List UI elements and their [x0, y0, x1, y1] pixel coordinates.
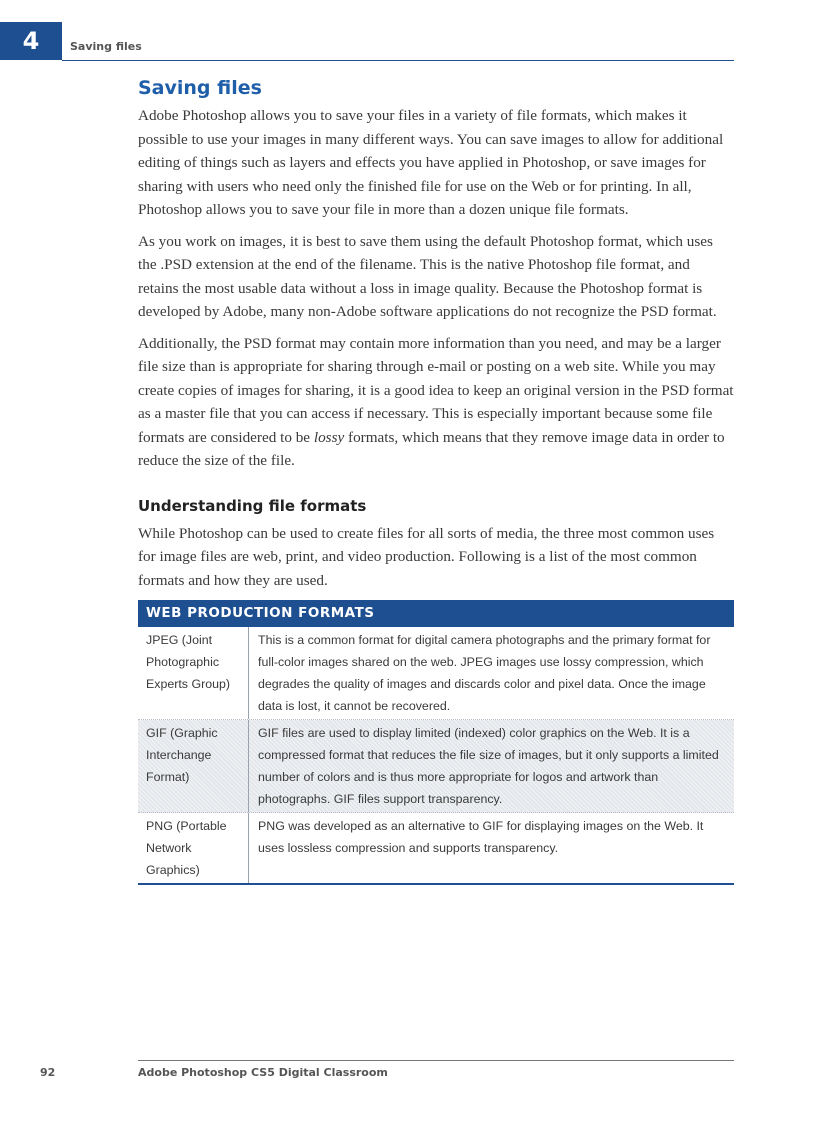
format-description: GIF files are used to display limited (indexed) color graphics on the Web. It is a compressed format that reduces the file size of images, but it only supports a limited number of colors and is thus more appropriate for logos and artwork than photographs. GIF files support transparency. [258, 726, 719, 806]
subsection-title: Understanding file formats [138, 496, 367, 515]
body-paragraph: Adobe Photoshop allows you to save your files in a variety of file formats, which makes it possible to use your images in many different ways. You can save images to allow for additional editing of things such as layers and effects you have applied in Photoshop, or save images for sharing with users who need only the finished file for use on the Web or for printing. In all, Photoshop allows you to save your file in more than a dozen unique file formats. [138, 107, 724, 218]
paragraph-text: Additionally, the PSD format may contain more information than you need, and may be a larger file size than is appropriate for sharing through e-mail or posting on a web site. While you may create copies of images for sharing, it is a good idea to keep an original version in the PSD format as a master file that you can access if necessary. This is especially important because some file formats are considered to be [138, 334, 734, 446]
body-paragraph [138, 332, 734, 473]
format-name: GIF (Graphic Interchange Format) [138, 720, 249, 812]
table-row [138, 720, 734, 813]
section-title: Saving files [138, 77, 262, 99]
footer-rule [138, 1060, 734, 1061]
table-row [138, 813, 734, 883]
emphasized-term: lossy [313, 428, 345, 446]
footer-book-title: Adobe Photoshop CS5 Digital Classroom [138, 1066, 388, 1079]
table-row [138, 627, 734, 720]
running-header-title: Saving files [70, 40, 142, 53]
subsection-intro: While Photoshop can be used to create files for all sorts of media, the three most common uses for image files are web, print, and video production. Following is a list of the most common formats and how they are used. [138, 524, 715, 589]
page-content [138, 75, 734, 885]
body-paragraph: As you work on images, it is best to save them using the default Photoshop format, which uses the .PSD extension at the end of the filename. This is the native Photoshop file format, and retains the most usable data without a loss in image quality. Because the Photoshop format is developed by Adobe, many non-Adobe software applications do not recognize the PSD format. [138, 232, 717, 320]
header-rule [62, 60, 734, 61]
web-formats-table [138, 600, 734, 885]
table-title: WEB PRODUCTION FORMATS [138, 600, 734, 627]
format-name: JPEG (Joint Photographic Experts Group) [138, 627, 249, 719]
format-description: PNG was developed as an alternative to GIF for displaying images on the Web. It uses lossless compression and supports transparency. [258, 819, 704, 855]
page-number: 92 [40, 1066, 56, 1079]
format-name: PNG (Portable Network Graphics) [138, 813, 249, 883]
chapter-number-tab: 4 [0, 22, 62, 60]
paragraph-text: formats, which means that they remove image data in order to reduce the size of the file. [138, 428, 725, 469]
format-description: This is a common format for digital camera photographs and the primary format for full-color images shared on the web. JPEG images use lossy compression, which degrades the quality of images and discards color and pixel data. Once the image data is lost, it cannot be recovered. [258, 633, 711, 713]
